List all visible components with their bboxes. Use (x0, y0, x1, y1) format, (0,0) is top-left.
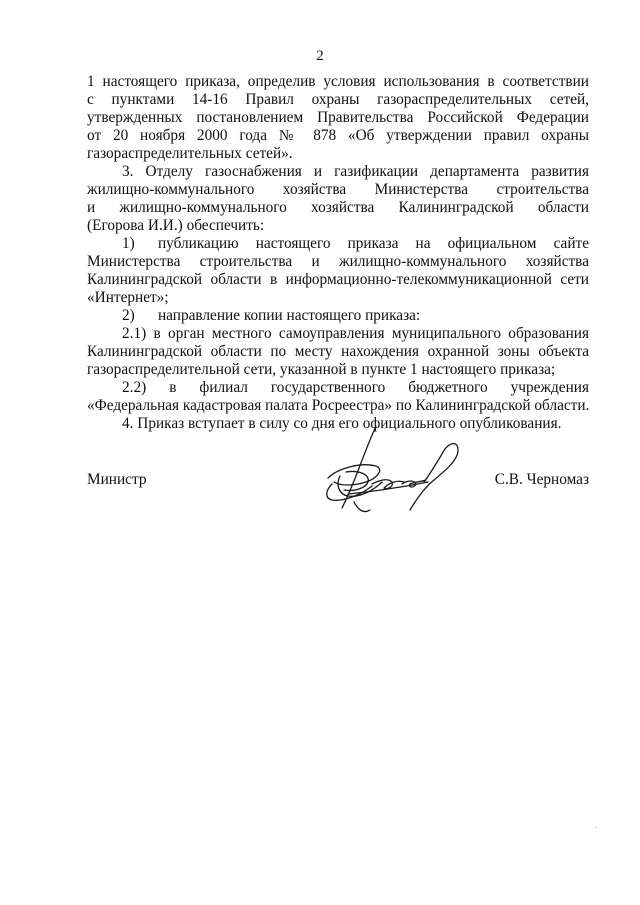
body-line: (Егорова И.И.) обеспечить: (87, 217, 265, 234)
item-1-first-line (122, 235, 589, 253)
body-line: от 20 ноября 2000 года № 878 «Об утверждении правил охраны (87, 127, 589, 144)
paragraph-3-first-line: 3. Отделу газоснабжения и газификации департамента развития (122, 163, 589, 180)
body-line: Министерства строительства и жилищно-коммунального хозяйства (87, 253, 589, 270)
body-line: и жилищно-коммунального хозяйства Калининградской области (87, 199, 589, 216)
item-2-number: 2) (122, 307, 135, 324)
page-number: 2 (316, 48, 324, 64)
body-line: газораспределительной сети, указанной в пункте 1 настоящего приказа; (87, 361, 556, 378)
item-1-text: публикацию настоящего приказа на официальном сайте (158, 235, 589, 252)
item-2-2-first-line: 2.2) в филиал государственного бюджетного учреждения (122, 379, 589, 396)
item-1-number: 1) (122, 235, 135, 252)
item-2-text: направление копии настоящего приказа: (158, 307, 421, 324)
item-2-1-first-line: 2.1) в орган местного самоуправления муниципального образования (122, 325, 589, 342)
body-line: газораспределительных сетей». (87, 145, 293, 162)
handwritten-signature (318, 424, 478, 524)
body-line: с пунктами 14-16 Правил охраны газораспределительных сетей, (87, 91, 589, 108)
body-line: утвержденных постановлением Правительства Российской Федерации (87, 109, 589, 126)
signatory-title: Министр (87, 471, 147, 488)
body-line: 1 настоящего приказа, определив условия использования в соответствии (87, 73, 589, 90)
body-line: жилищно-коммунального хозяйства Министерства строительства (87, 181, 589, 198)
body-line: «Федеральная кадастровая палата Росреестра» по Калининградской области. (87, 397, 590, 414)
body-line: Калининградской области в информационно-телекоммуникационной сети (87, 271, 589, 288)
scan-speck (595, 827, 596, 828)
signatory-name: С.В. Черномаз (494, 471, 589, 488)
body-line: «Интернет»; (87, 289, 169, 306)
item-2-line (122, 307, 589, 325)
paragraph-4: 4. Приказ вступает в силу со дня его официального опубликования. (122, 415, 562, 432)
body-line: Калининградской области по месту нахождения охранной зоны объекта (87, 343, 589, 360)
